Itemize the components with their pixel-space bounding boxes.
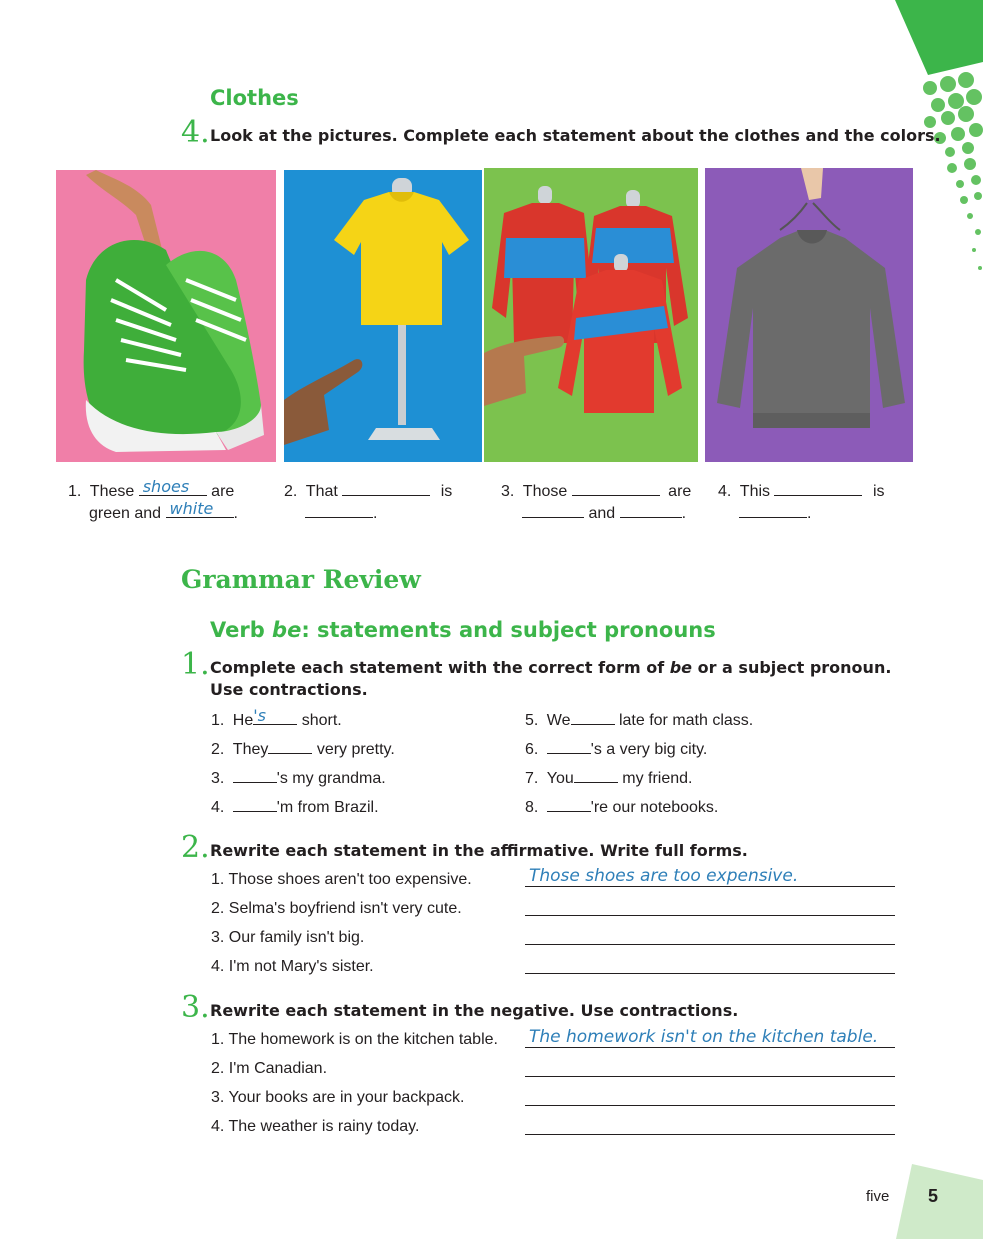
jackets-illustration: [484, 168, 698, 462]
ex1-item-1-number: 1.: [211, 712, 225, 729]
ex2-item-4-text: I'm not Mary's sister.: [228, 958, 374, 975]
ex1-item-5-post: late for math class.: [618, 712, 754, 729]
caption-4: [718, 481, 885, 501]
ex1-item-4: [211, 797, 379, 817]
picture-yellow-tshirt: [284, 170, 482, 462]
ex1-item-3-number: 3.: [211, 770, 225, 787]
exercise-number-4: 4.: [181, 115, 210, 150]
ex1-item-2-blank[interactable]: [268, 739, 312, 754]
grammar-subtitle-post: : statements and subject pronouns: [301, 618, 716, 642]
picture-green-shoes: [56, 170, 276, 462]
caption-4-word: This: [739, 483, 771, 500]
picture-gray-sweater: [705, 168, 913, 462]
yellow-tshirt-illustration: [284, 170, 482, 462]
ex2-item-1-answer: Those shoes are too expensive.: [529, 866, 799, 886]
caption-2: [284, 481, 452, 501]
ex2-item-2-number: 2.: [211, 900, 225, 917]
ex1-item-4-post: 'm from Brazil.: [276, 799, 379, 816]
ex2-item-1-text: Those shoes aren't too expensive.: [228, 871, 472, 888]
ex3-item-1-answer: The homework isn't on the kitchen table.: [529, 1027, 879, 1047]
caption-2-number: 2.: [284, 483, 298, 500]
picture-red-blue-jackets: [484, 168, 698, 462]
ex1-item-6-number: 6.: [525, 741, 539, 758]
ex1-item-8-number: 8.: [525, 799, 539, 816]
ex1-item-1: [211, 706, 342, 730]
ex1-item-1-pre: He: [232, 712, 254, 729]
ex1-item-5-blank[interactable]: [571, 710, 615, 725]
caption-3-period: .: [681, 505, 687, 522]
caption-1-period: .: [233, 505, 238, 522]
ex3-item-2-answer-line[interactable]: [525, 1056, 895, 1077]
exercise-3-instruction: Rewrite each statement in the negative. Use contractions.: [210, 1001, 739, 1020]
ex2-item-2-answer-line[interactable]: [525, 895, 895, 916]
caption-1-blank-1[interactable]: [139, 477, 207, 496]
ex1-item-5-number: 5.: [525, 712, 539, 729]
ex2-item-2: [211, 900, 462, 918]
ex1-item-2: [211, 739, 395, 759]
exercise-number-3: 3.: [181, 990, 210, 1025]
ex1-item-8-blank[interactable]: [547, 797, 591, 812]
page-word: five: [866, 1188, 890, 1205]
caption-2-blank-1[interactable]: [342, 481, 430, 496]
ex3-item-3-text: Your books are in your backpack.: [228, 1089, 465, 1106]
ex1-item-2-number: 2.: [211, 741, 225, 758]
caption-1-answer-1: shoes: [142, 477, 190, 496]
caption-4-period: .: [807, 505, 812, 522]
caption-3-number: 3.: [501, 483, 515, 500]
ex3-item-4-text: The weather is rainy today.: [228, 1118, 420, 1135]
caption-2-period: .: [373, 505, 378, 522]
ex3-item-1-text: The homework is on the kitchen table.: [228, 1031, 498, 1048]
ex3-item-4-answer-line[interactable]: [525, 1114, 895, 1135]
caption-3-blank-3[interactable]: [620, 503, 682, 518]
ex1-item-5-pre: We: [546, 712, 571, 729]
ex3-item-2-text: I'm Canadian.: [228, 1060, 328, 1077]
ex3-item-1: [211, 1031, 498, 1049]
exercise-1-instr-post: or a subject pronoun.: [692, 658, 892, 677]
caption-3-word-3: and: [588, 505, 616, 522]
caption-4-blank-1[interactable]: [774, 481, 862, 496]
caption-3-blank-1[interactable]: [572, 481, 660, 496]
ex3-item-2-number: 2.: [211, 1060, 225, 1077]
ex1-item-3: [211, 768, 386, 788]
caption-4-line-2: [739, 503, 811, 523]
exercise-1-instr-em: be: [669, 658, 693, 677]
ex1-item-8: [525, 797, 718, 817]
gray-sweater-illustration: [705, 168, 913, 462]
ex2-item-4-answer-line[interactable]: [525, 953, 895, 974]
caption-1: [68, 477, 235, 501]
ex1-item-7-blank[interactable]: [574, 768, 618, 783]
caption-1-answer-2: white: [169, 499, 214, 518]
caption-1-word: These: [89, 483, 135, 500]
ex1-item-6-blank[interactable]: [547, 739, 591, 754]
exercise-2-instruction: Rewrite each statement in the affirmative. Write full forms.: [210, 841, 748, 860]
ex2-item-4-number: 4.: [211, 958, 225, 975]
caption-3-word-2: are: [668, 483, 692, 500]
ex3-item-4-number: 4.: [211, 1118, 225, 1135]
exercise-4-instruction: Look at the pictures. Complete each statement about the clothes and the colors.: [210, 126, 941, 145]
caption-3-blank-2[interactable]: [522, 503, 584, 518]
ex1-item-2-post: very pretty.: [316, 741, 395, 758]
caption-1-blank-2[interactable]: [166, 499, 234, 518]
ex2-item-3-number: 3.: [211, 929, 225, 946]
ex1-item-7-number: 7.: [525, 770, 539, 787]
exercise-1-instruction-line-2: Use contractions.: [210, 680, 368, 699]
grammar-subtitle-em: be: [272, 618, 302, 642]
ex2-item-1-answer-line[interactable]: [525, 866, 895, 887]
ex1-item-7: [525, 768, 693, 788]
page-number: 5: [928, 1186, 939, 1206]
green-shoes-illustration: [56, 170, 276, 462]
ex3-item-4: [211, 1118, 419, 1136]
ex3-item-3-answer-line[interactable]: [525, 1085, 895, 1106]
caption-2-line-2: [305, 503, 377, 523]
ex1-item-2-pre: They: [232, 741, 269, 758]
ex2-item-3: [211, 929, 364, 947]
grammar-subtitle-pre: Verb: [210, 618, 273, 642]
section-title-clothes: Clothes: [210, 86, 299, 110]
ex1-item-7-pre: You: [546, 770, 574, 787]
exercise-1-instr-pre: Complete each statement with the correct form of: [210, 658, 670, 677]
ex1-item-5: [525, 710, 753, 730]
caption-3-word: Those: [522, 483, 568, 500]
grammar-subtitle: [210, 618, 716, 642]
ex1-item-1-answer: 's: [253, 706, 266, 725]
ex3-item-3-number: 3.: [211, 1089, 225, 1106]
exercise-number-1: 1.: [181, 647, 210, 682]
ex1-item-4-blank[interactable]: [233, 797, 277, 812]
ex2-item-3-text: Our family isn't big.: [228, 929, 365, 946]
caption-1-line-2: [89, 499, 238, 523]
caption-3: [501, 481, 691, 501]
caption-2-blank-2[interactable]: [305, 503, 373, 518]
ex1-item-7-post: my friend.: [622, 770, 693, 787]
grammar-review-title: Grammar Review: [181, 565, 421, 594]
ex1-item-4-number: 4.: [211, 799, 225, 816]
ex2-item-2-text: Selma's boyfriend isn't very cute.: [228, 900, 462, 917]
exercise-number-2: 2.: [181, 830, 210, 865]
ex1-item-6: [525, 739, 707, 759]
caption-2-word: That: [305, 483, 338, 500]
ex3-item-1-answer-line[interactable]: [525, 1027, 895, 1048]
ex1-item-3-blank[interactable]: [233, 768, 277, 783]
ex1-item-6-post: 's a very big city.: [590, 741, 708, 758]
ex3-item-3: [211, 1089, 465, 1107]
ex1-item-1-post: short.: [301, 712, 342, 729]
caption-4-number: 4.: [718, 483, 732, 500]
caption-1-word-2: are: [211, 483, 235, 500]
caption-1-word-3: green and: [89, 505, 162, 522]
ex2-item-1-number: 1.: [211, 871, 225, 888]
ex2-item-1: [211, 871, 472, 889]
ex1-item-1-blank[interactable]: [253, 706, 297, 725]
caption-4-blank-2[interactable]: [739, 503, 807, 518]
ex1-item-3-post: 's my grandma.: [276, 770, 386, 787]
caption-1-number: 1.: [68, 483, 82, 500]
ex1-item-8-post: 're our notebooks.: [590, 799, 719, 816]
caption-4-word-2: is: [872, 483, 885, 500]
ex3-item-1-number: 1.: [211, 1031, 225, 1048]
caption-3-line-2: [522, 503, 686, 523]
exercise-1-instruction: [210, 658, 891, 677]
ex2-item-4: [211, 958, 374, 976]
caption-2-word-2: is: [440, 483, 453, 500]
ex2-item-3-answer-line[interactable]: [525, 924, 895, 945]
ex3-item-2: [211, 1060, 327, 1078]
